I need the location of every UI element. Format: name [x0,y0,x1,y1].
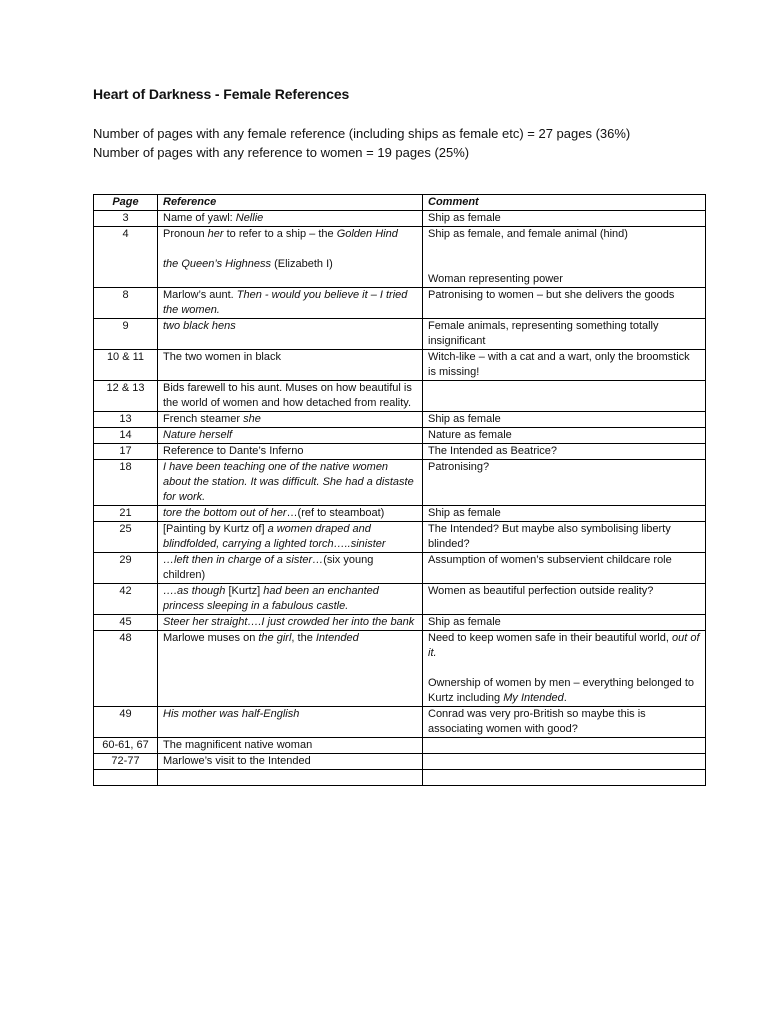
cell-page: 25 [94,522,158,553]
cell-comment [423,288,706,319]
cell-reference [158,444,423,460]
cell-text: Witch-like – with a cat and a wart, only the broomstick is missing! [428,351,690,378]
cell-text: [Painting by Kurtz of] [163,523,268,535]
cell-page: 13 [94,412,158,428]
references-table [93,194,706,786]
table-header-row [94,195,706,211]
cell-page: 72-77 [94,754,158,770]
cell-reference [158,506,423,522]
cell-text: Conrad was very pro-British so maybe this is associating women with good? [428,708,646,735]
cell-text: , the [291,632,316,644]
cell-reference [158,211,423,227]
cell-reference [158,615,423,631]
cell-comment [423,444,706,460]
cell-reference [158,631,423,707]
cell-text: Steer her straight….I just crowded her into the bank [163,616,415,628]
cell-comment [423,553,706,584]
cell-text: Ship as female [428,616,501,628]
cell-reference [158,412,423,428]
cell-text: ….as though [163,585,229,597]
summary-block [93,124,630,162]
cell-text: The magnificent native woman [163,739,313,751]
table-row [94,444,706,460]
cell-text: two black hens [163,320,236,332]
cell-reference [158,584,423,615]
cell-text: Need to keep women safe in their beautiful world, [428,632,672,644]
cell-text: Golden Hind [336,228,398,240]
cell-page: 48 [94,631,158,707]
cell-page: 12 & 13 [94,381,158,412]
cell-page: 3 [94,211,158,227]
cell-reference [158,553,423,584]
summary-line-women-references: Number of pages with any reference to women = 19 pages (25%) [93,145,470,160]
cell-reference [158,227,423,288]
cell-text: Marlowe’s visit to the Intended [163,755,311,767]
cell-text: the Queen’s Highness [163,258,272,270]
cell-text: Ship as female [428,507,501,519]
cell-text: Bids farewell to his aunt. Muses on how beautiful is the world of women and how detached from reality. [163,382,412,409]
table-row [94,506,706,522]
cell-reference [158,288,423,319]
cell-text: Nellie [235,212,264,224]
table-row [94,428,706,444]
table-row [94,631,706,707]
cell-comment [423,506,706,522]
table-row [94,350,706,381]
cell-page: 8 [94,288,158,319]
cell-text: had been an enchanted princess sleeping in a fabulous castle. [163,585,379,612]
cell-text: Nature herself [163,429,233,441]
cell-reference [158,460,423,506]
cell-reference [158,522,423,553]
cell-text: Patronising? [428,461,490,473]
cell-text: My Intended [503,692,564,704]
cell-comment [423,428,706,444]
cell-text: a women draped and blindfolded, carrying a lighted torch…..sinister [163,523,386,550]
cell-page: 14 [94,428,158,444]
cell-text: I have been teaching one of the native women about the station. It was difficult. She had a distaste for work. [163,461,414,503]
cell-reference [158,707,423,738]
cell-text: (Elizabeth I) [271,258,333,270]
cell-comment [423,522,706,553]
cell-text: Reference to Dante’s Inferno [163,445,304,457]
cell-text: The Intended as Beatrice? [428,445,558,457]
cell-text: Assumption of women’s subservient childcare role [428,554,672,566]
table-row [94,553,706,584]
cell-comment [423,754,706,770]
cell-text: Name of yawl: [163,212,236,224]
cell-text: Ship as female [428,413,501,425]
cell-text: she [243,413,261,425]
table-row [94,227,706,288]
cell-text: out of it. [428,632,700,659]
cell-comment [423,770,706,786]
cell-text: French steamer [163,413,244,425]
cell-page: 9 [94,319,158,350]
cell-comment [423,350,706,381]
cell-reference [158,319,423,350]
table-row [94,738,706,754]
cell-text: Pronoun [163,228,208,240]
cell-comment [423,211,706,227]
cell-comment [423,738,706,754]
table-row [94,288,706,319]
cell-page: 21 [94,506,158,522]
cell-text: Marlow’s aunt. [163,289,237,301]
cell-comment [423,227,706,288]
cell-page: 49 [94,707,158,738]
table-row [94,460,706,506]
cell-reference [158,428,423,444]
cell-text: Woman representing power [428,273,563,285]
cell-text: Nature as female [428,429,512,441]
cell-text: Intended [315,632,359,644]
table-row [94,754,706,770]
table-body [94,211,706,786]
table-row [94,412,706,428]
cell-text: Patronising to women – but she delivers the goods [428,289,675,301]
cell-text: Marlowe muses on [163,632,259,644]
summary-line-female-references: Number of pages with any female reference (including ships as female etc) = 27 pages (36%) [93,126,631,141]
cell-page: 60-61, 67 [94,738,158,754]
cell-text: Women as beautiful perfection outside reality? [428,585,654,597]
table-row [94,319,706,350]
cell-comment [423,631,706,707]
cell-text: (six young children) [163,554,374,581]
header-page: Page [94,195,158,211]
cell-text: …(ref to steamboat) [286,507,385,519]
cell-reference [158,754,423,770]
cell-page [94,770,158,786]
table-row [94,770,706,786]
cell-text: [Kurtz] [228,585,261,597]
cell-text: Then - would you believe it – I tried the women. [163,289,408,316]
table-row [94,584,706,615]
cell-text: . [563,692,567,704]
cell-comment [423,707,706,738]
cell-comment [423,412,706,428]
cell-page: 42 [94,584,158,615]
cell-text: the girl [258,632,292,644]
cell-text: Ownership of women by men – everything belonged to Kurtz including [428,677,694,704]
table-row [94,615,706,631]
cell-page: 17 [94,444,158,460]
cell-text: Ship as female [428,212,501,224]
cell-reference [158,381,423,412]
table-row [94,707,706,738]
cell-page: 29 [94,553,158,584]
document-title: Heart of Darkness - Female References [93,86,350,102]
cell-text: His mother was half-English [163,708,300,720]
cell-comment [423,460,706,506]
cell-reference [158,770,423,786]
cell-reference [158,350,423,381]
cell-text: The two women in black [163,351,281,363]
header-comment: Comment [423,195,706,211]
cell-comment [423,615,706,631]
cell-text: her [207,228,224,240]
cell-text: The Intended? But maybe also symbolising liberty blinded? [428,523,671,550]
cell-comment [423,381,706,412]
cell-text: tore the bottom out of her [163,507,287,519]
header-reference: Reference [158,195,423,211]
cell-text: …left then in charge of a sister… [163,554,324,566]
table-row [94,381,706,412]
cell-text: Ship as female, and female animal (hind) [428,228,628,240]
cell-text: to refer to a ship – the [223,228,337,240]
cell-text: Female animals, representing something totally insignificant [428,320,659,347]
cell-page: 18 [94,460,158,506]
cell-comment [423,584,706,615]
cell-reference [158,738,423,754]
table-row [94,522,706,553]
table-row [94,211,706,227]
cell-page: 4 [94,227,158,288]
cell-page: 45 [94,615,158,631]
cell-comment [423,319,706,350]
cell-page: 10 & 11 [94,350,158,381]
